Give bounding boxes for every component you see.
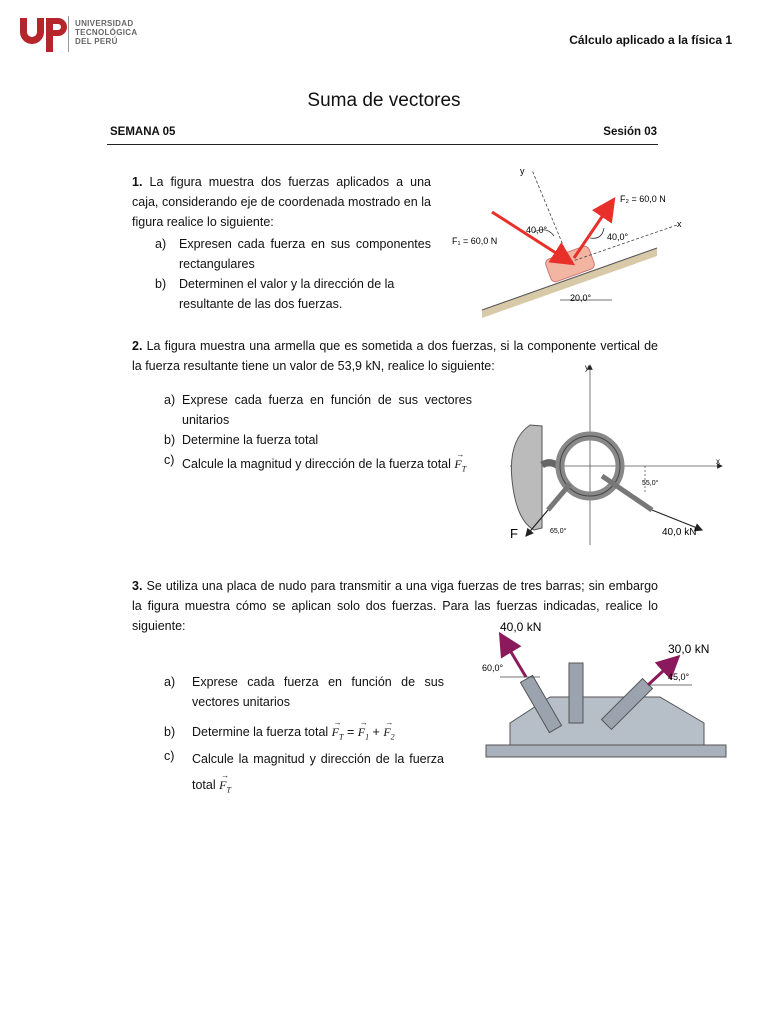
f2-label: F₂ = 60,0 N — [620, 194, 666, 204]
problem-3-statement: Se utiliza una placa de nudo para transmitir a una viga fuerzas de tres barras; sin embargo la figura muestra cómo se aplican solo dos fuerzas. Para las fuerzas indicadas, realice lo siguiente: — [132, 579, 658, 633]
problem-3-number: 3. — [132, 579, 143, 593]
ft-vector-symbol: → $F_T$ — [219, 772, 231, 803]
session-label: Sesión 03 — [603, 126, 657, 138]
figure-1-box-forces — [442, 160, 692, 320]
y-axis-label: y — [520, 166, 525, 176]
x-axis-label: x — [677, 219, 682, 229]
force-40kn-arrow — [502, 637, 526, 677]
angle-2-label: 40,0° — [607, 232, 629, 242]
problem-3-item-a — [164, 672, 444, 712]
angle-1-label: 40,0° — [526, 225, 548, 235]
force-40kn-label: 40,0 kN — [500, 620, 542, 634]
problem-1-statement: La figura muestra dos fuerzas aplicados a una caja, considerando eje de coordenada mostrado en la figura realice lo siguiente: — [132, 175, 431, 229]
utp-logo — [16, 14, 68, 59]
angle-55-label: 55,0° — [642, 480, 659, 487]
x-axis-label: x — [716, 457, 720, 466]
item-label: a) — [155, 237, 167, 251]
header-rule — [107, 144, 658, 145]
item-label: c) — [164, 749, 175, 763]
y-axis-label: y — [585, 363, 589, 372]
problem-2-item-a — [164, 390, 472, 430]
problem-3-item-c — [164, 746, 444, 803]
problem-1-text — [132, 172, 431, 232]
x-axis — [570, 225, 677, 262]
item-label: a) — [164, 675, 176, 689]
angle-60-label: 60,0° — [482, 663, 504, 673]
logo-line-3: DEL PERÚ — [75, 37, 118, 46]
f2-arrow — [574, 202, 612, 258]
item-text: Determine la fuerza total — [182, 433, 319, 447]
item-text: Determine la fuerza total — [192, 725, 329, 739]
force-40kn-label: 40,0 kN — [662, 527, 697, 538]
item-label: a) — [164, 393, 176, 407]
incline-angle-label: 20,0° — [570, 293, 592, 303]
problem-2-item-b — [164, 430, 472, 450]
logo-text — [75, 19, 137, 46]
item-text: Exprese cada fuerza en función de sus vectores unitarios — [182, 393, 472, 427]
beam — [486, 745, 726, 757]
vertical-bar — [569, 663, 583, 723]
problem-2-statement: La figura muestra una armella que es sometida a dos fuerzas, si la componente vertical de la fuerza resultante tiene un valor de 53,9 kN, realice lo siguiente: — [132, 339, 658, 373]
week-label: SEMANA 05 — [110, 126, 176, 138]
ft-vector-symbol: → $F_T$ — [454, 450, 466, 483]
item-text: Expresen cada fuerza en sus componentes rectangulares — [179, 237, 431, 271]
logo-divider — [68, 16, 69, 52]
page-title: Suma de vectores — [307, 90, 461, 111]
figure-3-gusset-plate — [480, 615, 730, 765]
item-text: Calcule la magnitud y dirección de la fuerza total — [192, 752, 444, 792]
problem-1-item-a — [155, 234, 431, 274]
problem-2-number: 2. — [132, 339, 143, 353]
utp-logo-icon — [16, 14, 68, 54]
angle-65-label: 65,0° — [550, 528, 567, 535]
item-text: Determinen el valor y la dirección de la resultante de las dos fuerzas. — [179, 277, 395, 311]
f2-vector-symbol: → $F_2$ — [383, 722, 394, 747]
problem-1-number: 1. — [132, 175, 143, 189]
item-text: Exprese cada fuerza en función de sus vectores unitarios — [192, 675, 444, 709]
logo-line-2: TECNOLÓGICA — [75, 28, 138, 37]
problem-1-item-b — [155, 274, 431, 314]
f1-label: F₁ = 60,0 N — [452, 236, 498, 246]
logo-line-1: UNIVERSIDAD — [75, 19, 134, 28]
problem-2-item-c — [164, 450, 472, 483]
angle-45-label: 45,0° — [668, 672, 690, 682]
f1-arrow — [492, 212, 570, 262]
item-text: Calcule la magnitud y dirección de la fuerza total — [182, 457, 451, 471]
course-name: Cálculo aplicado a la física 1 — [569, 33, 732, 47]
item-label: b) — [164, 433, 176, 447]
f1-vector-symbol: → $F_1$ — [358, 722, 369, 747]
figure-2-eyebolt — [490, 360, 730, 555]
problem-3-item-b: b) Determine la fuerza total → $F_T$ = → $F_1$ + → $F_2$ — [164, 722, 444, 747]
force-30kn-label: 30,0 kN — [668, 642, 710, 656]
wall — [511, 425, 542, 530]
force-f-label: F — [510, 526, 518, 541]
ft-vector-symbol: → $F_T$ — [332, 722, 344, 747]
item-label: b) — [155, 277, 167, 291]
item-label: b) — [164, 725, 176, 739]
item-label: c) — [164, 453, 175, 467]
